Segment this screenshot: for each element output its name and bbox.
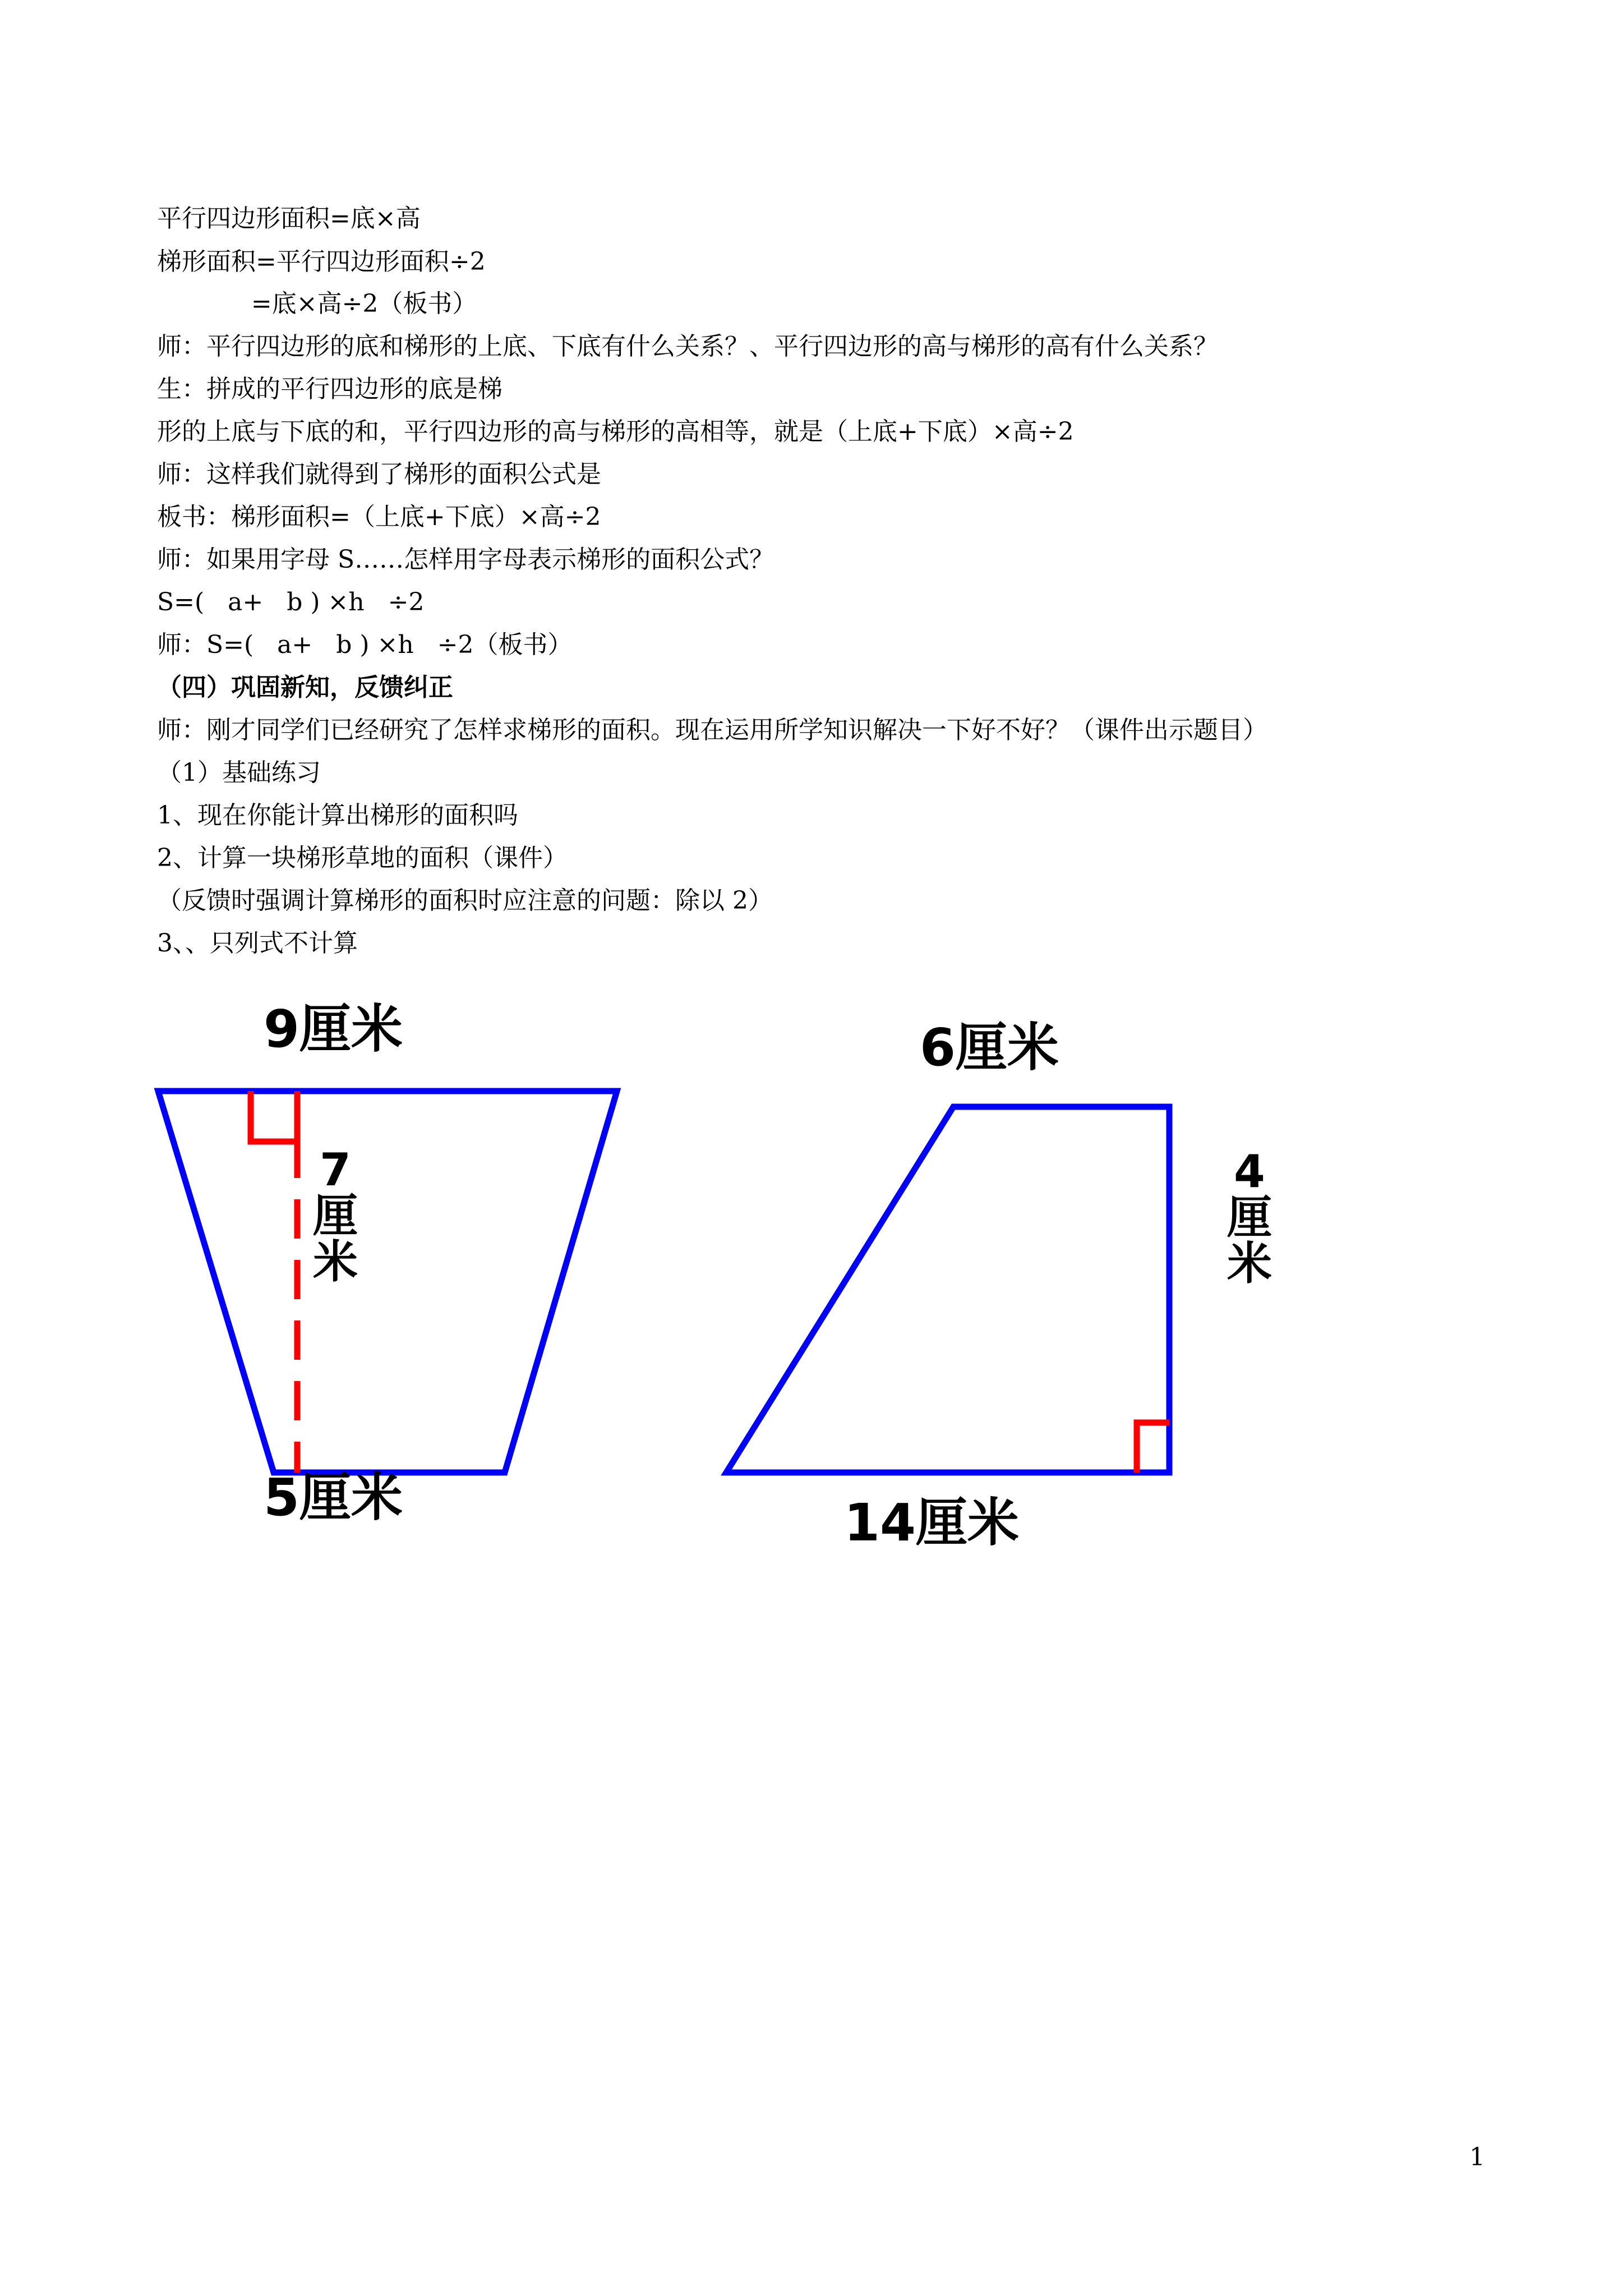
trapezoid-1-right-angle-mark [251, 1091, 297, 1142]
trapezoid-2-height-label [1221, 1145, 1278, 1290]
height-label-char: 厘 [1227, 1191, 1272, 1244]
exercise-3: 3、、只列式不计算 [157, 929, 358, 958]
height-label-char: 米 [1227, 1237, 1272, 1290]
teacher-question-1: 师：平行四边形的底和梯形的上底、下底有什么关系？、平行四边形的高与梯形的高有什么关系？ [157, 332, 1218, 361]
formula-trapezoid-area-cont: =底×高÷2（板书） [157, 289, 477, 318]
feedback-note: （反馈时强调计算梯形的面积时应注意的问题：除以 2） [157, 886, 773, 915]
trapezoid-1-top-label: 9厘米 [264, 999, 403, 1059]
teacher-letter-formula: 师：S=( a+ b ) ×h ÷2（板书） [157, 631, 573, 659]
teacher-statement-1: 师：这样我们就得到了梯形的面积公式是 [157, 460, 601, 489]
letter-formula: S=( a+ b ) ×h ÷2 [157, 588, 425, 616]
trapezoid-2-outline [726, 1107, 1169, 1473]
height-label-char: 米 [313, 1236, 358, 1288]
formula-parallelogram-area: 平行四边形面积=底×高 [157, 204, 421, 233]
trapezoid-2-right-angle-mark [1137, 1423, 1169, 1473]
page-number: 1 [1469, 2143, 1485, 2171]
student-answer-2: 形的上底与下底的和，平行四边形的高与梯形的高相等，就是（上底+下底）×高÷2 [157, 417, 1074, 446]
height-label-char: 厘 [313, 1190, 358, 1242]
student-answer-1: 生：拼成的平行四边形的底是梯 [157, 375, 502, 403]
teacher-statement-2: 师：刚才同学们已经研究了怎样求梯形的面积。现在运用所学知识解决一下好不好？（课件出示题目） [157, 716, 1267, 744]
exercise-1: 1、现在你能计算出梯形的面积吗 [157, 801, 518, 830]
trapezoid-1-bottom-label: 5厘米 [264, 1467, 403, 1527]
exercise-2: 2、计算一块梯形草地的面积（课件） [157, 844, 568, 872]
trapezoid-1-height-label [307, 1144, 363, 1288]
trapezoid-2-bottom-label: 14厘米 [844, 1493, 1020, 1553]
section-heading: （四）巩固新知，反馈纠正 [157, 673, 453, 702]
trapezoid-1-outline [158, 1091, 617, 1473]
exercise-heading: （1）基础练习 [157, 758, 321, 787]
height-label-digit: 4 [1234, 1145, 1265, 1198]
board-formula: 板书：梯形面积=（上底+下底）×高÷2 [157, 503, 601, 531]
formula-trapezoid-area: 梯形面积=平行四边形面积÷2 [157, 247, 486, 276]
height-label-digit: 7 [320, 1144, 351, 1196]
teacher-question-2: 师：如果用字母 S……怎样用字母表示梯形的面积公式？ [157, 545, 774, 574]
trapezoid-2-top-label: 6厘米 [920, 1018, 1059, 1078]
